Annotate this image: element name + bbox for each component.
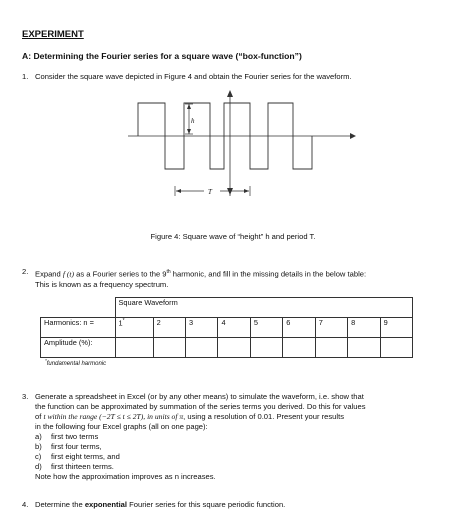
amplitude-cell [218, 338, 250, 358]
question-number: 2. [22, 267, 29, 276]
question-2 [22, 267, 452, 289]
amplitude-cell [115, 338, 153, 358]
question-3-line-3: of t within the range (−2T ≤ t ≤ 2T), in units of π, using a resolution of 0.01. Present your results [35, 412, 344, 421]
question-number: 4. [22, 500, 29, 509]
question-3 [22, 392, 458, 492]
function-f-of-t: f (t) [62, 269, 75, 279]
question-text: Consider the square wave depicted in Figure 4 and obtain the Fourier series for the waveform. [35, 72, 352, 81]
amplitude-cell [348, 338, 380, 358]
question-2-line-1: Expand f (t) as a Fourier series to the 9th harmonic, and fill in the missing details in the below table: [35, 269, 367, 279]
figure-caption: Figure 4: Square wave of “height” h and period T. [150, 232, 316, 241]
option-a: a) first two terms [35, 432, 99, 441]
question-3-note: Note how the approximation improves as n increases. [35, 472, 216, 481]
question-2-line-2: This is known as a frequency spectrum. [35, 279, 169, 289]
harmonic-cell: 2 [153, 318, 185, 338]
harmonic-cell: 5 [250, 318, 282, 338]
question-3-line-2: the function can be approximated by summation of the series terms you derived. Do this for values [35, 402, 366, 411]
section-a-title: A: Determining the Fourier series for a square wave (“box-function”) [22, 51, 302, 61]
question-1 [22, 72, 442, 84]
amplitude-cell [380, 338, 412, 358]
question-4 [22, 500, 452, 512]
harmonic-cell: 4 [218, 318, 250, 338]
amplitude-row [41, 338, 413, 358]
harmonic-cell: 3 [186, 318, 218, 338]
period-label: T [208, 188, 212, 196]
height-label: h [191, 117, 195, 125]
table-header: Square Waveform [115, 298, 413, 318]
time-axis-arrowhead [350, 133, 356, 139]
amplitude-cell [186, 338, 218, 358]
amplitude-label: Amplitude (%): [41, 338, 116, 358]
harmonic-cell: 7 [315, 318, 347, 338]
table-footnote: *fundamental harmonic [45, 358, 107, 367]
amplitude-cell [250, 338, 282, 358]
question-number: 1. [22, 72, 29, 81]
frequency-spectrum-table [40, 297, 413, 358]
harmonics-label: Harmonics: n = [41, 318, 116, 338]
harmonic-cell: 8 [348, 318, 380, 338]
option-c: c) first eight terms, and [35, 452, 120, 461]
square-wave-figure [128, 90, 358, 200]
emphasis-exponential: exponential [84, 500, 128, 509]
question-3-line-4: in the following four Excel graphs (all on one page): [35, 422, 208, 431]
harmonic-cell: 6 [283, 318, 315, 338]
option-d: d) first thirteen terms. [35, 462, 114, 471]
amplitude-cell [153, 338, 185, 358]
amplitude-cell [283, 338, 315, 358]
question-3-line-1: Generate a spreadsheet in Excel (or by any other means) to simulate the waveform, i.e. show that [35, 392, 364, 401]
question-text: Determine the exponential Fourier series for this square periodic function. [35, 500, 286, 509]
question-number: 3. [22, 392, 29, 401]
harmonic-cell: 1* [115, 318, 153, 338]
amplitude-axis-bottom-arrowhead [227, 188, 233, 195]
experiment-heading: EXPERIMENT [22, 29, 84, 40]
harmonic-cell: 9 [380, 318, 412, 338]
harmonics-row [41, 318, 413, 338]
amplitude-cell [315, 338, 347, 358]
amplitude-axis-arrowhead [227, 90, 233, 97]
option-b: b) first four terms, [35, 442, 102, 451]
